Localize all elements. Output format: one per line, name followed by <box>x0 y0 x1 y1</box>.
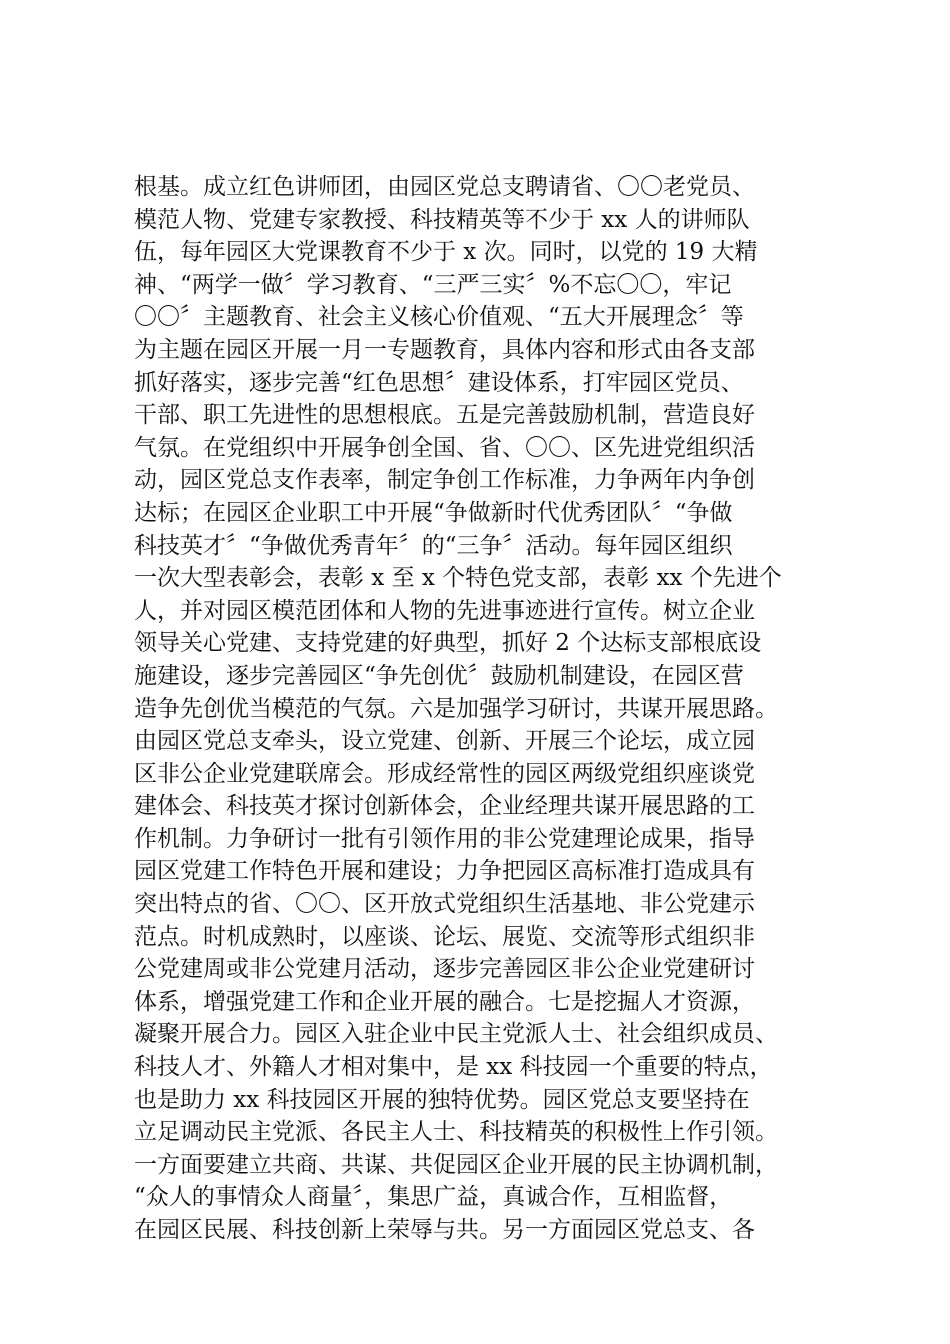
text-line: 一方面要建立共商、共谋、共促园区企业开展的民主协调机制， <box>134 1151 778 1178</box>
text-line: 园区党建工作特色开展和建设；力争把园区高标准打造成具有 <box>134 858 755 885</box>
text-line: 凝聚开展合力。园区入驻企业中民主党派人士、社会组织成员、 <box>134 1021 778 1048</box>
text-line: 伍，每年园区大党课教育不少于 x 次。同时，以党的 19 大精 <box>134 239 758 266</box>
text-line: 公党建周或非公党建月活动，逐步完善园区非公企业党建研讨 <box>134 956 755 983</box>
text-line: 立足调动民主党派、各民主人士、科技精英的积极性上作引领。 <box>134 1119 778 1146</box>
text-line: 突出特点的省、〇〇、区开放式党组织生活基地、非公党建示 <box>134 891 755 918</box>
text-line: 神、“两学一做〞学习教育、“三严三实〞%不忘〇〇，牢记 <box>134 271 732 298</box>
text-line: 抓好落实，逐步完善“红色思想〞建设体系，打牢园区党员、 <box>134 369 744 396</box>
text-line: 也是助力 xx 科技园区开展的独特优势。园区党总支要坚持在 <box>134 1086 750 1113</box>
text-line: 〇〇〞主题教育、社会主义核心价值观、“五大开展理念〞等 <box>134 304 744 331</box>
text-line: 在园区民展、科技创新上荣辱与共。另一方面园区党总支、各 <box>134 1217 755 1243</box>
text-line: 领导关心党建、支持党建的好典型，抓好 2 个达标支部根底设 <box>134 630 762 657</box>
text-line: 气氛。在党组织中开展争创全国、省、〇〇、区先进党组织活 <box>134 434 755 461</box>
text-line: 建体会、科技英才探讨创新体会，企业经理共谋开展思路的工 <box>134 793 755 820</box>
text-line: 科技英才〞“争做优秀青年〞的“三争〞活动。每年园区组织 <box>134 532 733 559</box>
text-line: 达标；在园区企业职工中开展“争做新时代优秀团队〞“争做 <box>134 499 733 526</box>
text-line: 区非公企业党建联席会。形成经常性的园区两级党组织座谈党 <box>134 760 755 787</box>
text-line: 由园区党总支牵头，设立党建、创新、开展三个论坛，成立园 <box>134 728 755 755</box>
text-line: 为主题在园区开展一月一专题教育，具体内容和形式由各支部 <box>134 336 755 363</box>
text-line: 造争先创优当模范的气氛。六是加强学习研讨，共谋开展思路。 <box>134 695 778 722</box>
body-text <box>134 171 854 1247</box>
text-line: 体系，增强党建工作和企业开展的融合。七是挖掘人才资源， <box>134 988 755 1015</box>
text-line: 干部、职工先进性的思想根底。五是完善鼓励机制，营造良好 <box>134 402 755 429</box>
text-line: 模范人物、党建专家教授、科技精英等不少于 xx 人的讲师队 <box>134 206 750 233</box>
text-line: 科技人才、外籍人才相对集中，是 xx 科技园一个重要的特点， <box>134 1054 773 1081</box>
text-line: 施建设，逐步完善园区“争先创优〞鼓励机制建设，在园区营 <box>134 662 744 689</box>
text-line: “众人的事情众人商量〞，集思广益，真诚合作，互相监督， <box>134 1184 733 1211</box>
text-line: 范点。时机成熟时，以座谈、论坛、展览、交流等形式组织非 <box>134 923 755 950</box>
text-line: 根基。成立红色讲师团，由园区党总支聘请省、〇〇老党员、 <box>134 174 755 200</box>
text-line: 动，园区党总支作表率，制定争创工作标准，力争两年内争创 <box>134 467 755 494</box>
text-line: 人，并对园区模范团体和人物的先进事迹进行宣传。树立企业 <box>134 597 755 624</box>
text-line: 一次大型表彰会，表彰 x 至 x 个特色党支部，表彰 xx 个先进个 <box>134 565 782 592</box>
text-line: 作机制。力争研讨一批有引领作用的非公党建理论成果，指导 <box>134 825 755 852</box>
